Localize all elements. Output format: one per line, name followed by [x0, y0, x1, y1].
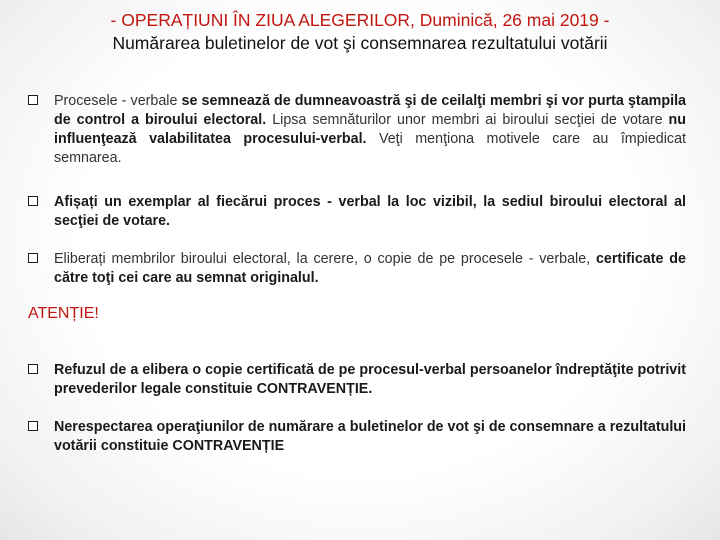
title-line-2: Numărarea buletinelor de vot şi consemnarea rezultatului votării: [112, 33, 608, 53]
title-line-1: - OPERAȚIUNI ÎN ZIUA ALEGERILOR, Duminică, 26 mai 2019 -: [110, 10, 610, 30]
slide-title: [20, 9, 700, 55]
bullet-text: Procesele - verbale se semnează de dumneavoastră şi de ceilalţi membri şi vor purta ştampila de control a biroului electoral. Lipsa semnăturilor unor membri ai biroului secţiei de votare nu influenţează valabilitatea procesului-verbal. Veţi menţiona motivele care au împiedicat semnarea.: [54, 93, 687, 166]
checkbox-bullet-icon: [28, 253, 38, 263]
checkbox-bullet-icon: [28, 421, 38, 431]
warning-text: Nerespectarea operaţiunilor de numărare a buletinelor de vot şi de consemnare a rezultatului votării constituie CONTRAVENȚIE: [54, 419, 686, 454]
warning-text: Refuzul de a elibera o copie certificată de pe procesul-verbal persoanelor îndreptăţite potrivit prevederilor legale constituie CONTRAVENȚIE.: [54, 362, 686, 397]
bullet-text: Eliberați membrilor biroului electoral, la cerere, o copie de pe procesele - verbale, certificate de către toţi cei care au semnat originalul.: [54, 251, 686, 286]
warning-item-refusal: [28, 361, 686, 399]
warning-heading: ATENȚIE!: [28, 305, 99, 322]
checkbox-bullet-icon: [28, 196, 38, 206]
warning-item-nonobservance: [28, 418, 686, 456]
bullet-item-signatures: [28, 92, 686, 168]
checkbox-bullet-icon: [28, 95, 38, 105]
bullet-item-issue-copies: [28, 250, 686, 288]
checkbox-bullet-icon: [28, 364, 38, 374]
bullet-item-display-copy: [28, 193, 686, 231]
bullet-text: Afișați un exemplar al fiecărui proces - verbal la loc vizibil, la sediul biroului electoral al secţiei de votare.: [54, 194, 686, 229]
